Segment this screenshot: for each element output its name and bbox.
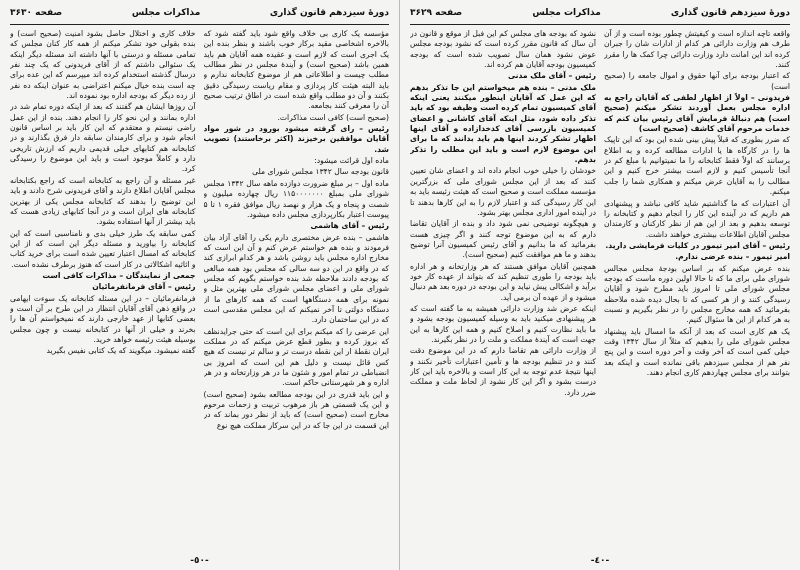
right-page — [400, 0, 800, 570]
page-header — [410, 8, 790, 25]
text-paragraph: خلاف کاری و اختلال حاصل بشود امنیت (صحیح است) و بنده بقولی خود تشکر میکنم از همه کار کنان مجلس که تمامی مسئله و درستی با آنها داشته اند مسئله دیگر اینکه یک سئوالی داشتم که از آقای فریدونی که یک چند نفر درسال گذشته استخدام کرده اند میپرسم که این عده برای چه است بنده خیال میکنم اعتراضی به عنوان اینکه ده نفر از رده دیگر که بودجه اداره بود نموده اند. — [10, 29, 196, 101]
column-right — [204, 29, 390, 554]
text-paragraph: هاشمی – بنده عرض مختصری دارم یکی را آقای آزاد بیان فرمودند و بنده هم خواستم عرض کنم و آن این است که مخارج اداره مجلس باید روشن باشد و هر کدام ابرازی کند که در واقع در این دو سه سالی که مجلس بود همه مبالغی که بودجه دادند ملاحظه شد بنده خواستم بگویم که مجلس شورای ملی و اعضای مجلس شورای ملی بهترین مثل و نمونه برای همه دستگاهها است که همه کارهای ما از دستگاه دولتی تا آخر نمیکنم که این مجلس مقدسی است که در این ساختمان دارد. — [203, 232, 389, 325]
header-title: مذاکرات مجلس — [131, 8, 201, 18]
speaker-paragraph: رئیس – آقای ملک مدنی — [507, 71, 596, 81]
text-paragraph: و این باید قدری در این بودجه مطالعه بشود (صحیح است) و این یک قسمتی هر باز مرهوب تربیت و زحمات مرحوم مخارج است (صحیح است) که باید از نظر دور بماند که در این قسمت در این جا که در این سرکار مملکت هیچ نوع — [203, 389, 389, 430]
page-number-header: صفحه ۳۶۲۹ — [410, 8, 463, 18]
column-left — [410, 29, 596, 554]
text-paragraph: این عرضی را که میکنم برای این است که حتی جرایدنظف که بروز کرده و بطور قطع عرض میکنم که در مملکت ایران نقطهٔ ار این نقطه درست تر و سالم تر نیست که هیچ کس قائل نیست و دلیل هم این است که امروز بی انضباطی در تمام امور و شئون ما در هر وزارتخانه و در هر اداره و هر شهرستانی حاکم است. — [203, 326, 389, 388]
text-paragraph: (صحیح است) کافی است مذاکرات. — [277, 112, 389, 122]
text-paragraph: ماده اول – بر مبلغ ضرورت دوازده ماهه سال ۱۳۴۲ مجلس شورای ملی بمبلغ ۱۱۵۰۰۰۰۰۰۰ ریال چهارده میلیون و شصت و پنجاه و یک هزار و نهصد ریال موافق فقره ۱ تا ۵ پیوست اعتبار بکارپردازی مجلس داده میشود. — [203, 178, 389, 219]
text-paragraph: یک هم کاری است که بعد از آنکه ما امسال باید پیشنهاد مجلس شورای ملی را بدهیم که مثلاً از سال ۱۳۴۲ وقت خیلی کمی است که آخر وقت و آخر دوره است و این پنج نفر هم از مجلس سیزدهم باقی نمانده است و اینکه بعد بتوانند برای مجلس چهاردهم کاری انجام دهند. — [604, 326, 790, 377]
page-header — [10, 8, 389, 25]
speaker-paragraph: رئیس – آقای فرمانفرمائیان — [92, 282, 196, 292]
text-paragraph: اینکه عرض شد وزارت دارائی همیشه به ما گفته است که هر پیشنهادی میکنید باید به وسیله کمیسیون بودجه بشود و ما باید نظارت کنیم و اصلاح کنیم و همه این کارها به این جهت است که آیندهٔ مملکت و ملت را در نظر بگیرند. — [410, 303, 596, 344]
speaker-paragraph: رئیس – رای گرفته میشود بورود در شور مواد آقایان موافقین برخیزند (اکثر برخاستند) تصویب شد. — [203, 124, 389, 154]
text-paragraph: آن اعتبارات که ما گذاشتیم شاید کافی نباشد و پیشنهادی هم داریم که در آینده این کار را انجام دهیم و کتابخانه را توسعه بدهیم و بعد از این هم از نظر کارکنان و کارمندان مجلس آقایان اطلاعات بیشتری خواهند داشت. — [604, 198, 790, 239]
speaker-paragraph: رئیس – آقای هاشمی — [310, 221, 389, 231]
text-paragraph: بنده عرض میکنم که بر اساس بودجهٔ مجلس مجالس شورای ملی برای ما که تا حالا اولین دوره ماست که بودجه مجلس شورای ملی تا امروز باید مطرح شود و آقایان رسیدگی کنند و از هر کسی که تا بحال دیده شده ملاحظه بفرمائید که همه مخارج مجلس را در نظر بگیریم و نسبت به هر کدام از این ها سئوال کنیم. — [604, 263, 790, 325]
text-paragraph: فرمانفرمائیان – در این مسئله کتابخانه یک سوءت ایهامی در واقع ذهن آقای آقایان انتظار در این طرح بر آن است و بعضی کتابها از عهد خارجی دارند که نمیخواستم آن ها را بخرند و خیلی از آنها در کتابخانه نیست و چون مجلس بوسیله هیئت رئیسه خواهد خرید. — [10, 293, 196, 344]
header-title: مذاکرات مجلس — [532, 8, 601, 18]
text-paragraph: که اعتبار بودجه برای آنها حقوق و اموال جامعه را (صحیح است) — [604, 71, 790, 91]
header-session: دورهٔ سیزدهم قانون گذاری — [670, 8, 790, 18]
text-paragraph: که ضرر بطوری که قبلاً پیش بینی شده این بود که این تاپیک ها را در کارگاه ها یا ادارات مطالعه کرده و به اطلاع برسانند که اولاً فقط کتابخانه را ما نمیتوانیم با مبلغ کم در آنجا تأسیس کنیم و لازم است بیشتر خرج کنیم و این مطالب را به آقایان عرض میکنم و همکاری شما را جلب میکنم. — [604, 135, 790, 197]
text-paragraph: از وزارت دارائی هم تقاضا دارم که در این موضوع دقت کنند و در تنظیم بودجه ها و تأمین اعتبارات تأخیر نکنند و اینها نتیجهٔ عدم توجه به این کار است و بالاخره باید این کار درست بشود و اگر این کار نشود از لحاظ ملت و مملکت ضرر دارد. — [410, 346, 596, 397]
text-paragraph: آن روزها ایشان هم گفتند که بعد از اینکه دوره تمام شد در اداره بمانند و این نحو کار را انجام دهند. بنده از این عمل راضی نیستم و معتقدم که این کار باید بر اساس قانون انجام شود و برای کارمندان سابقه دار فرق بگذارند و در کتابخانه هم کتابهای خیلی قدیمی داریم که ارزش تاریخی دارد و کاملاً موجود است و باید این موضوع را رسیدگی کرد. — [10, 102, 196, 174]
text-paragraph: مؤسسه یک کاری بی خلاف واقع شود باید گفته شود که بالاخره اشخاصی مقید برکار خوب باشند و بنظر بنده این یک اجری است که لازم است و عقیده همه آقایان هم باید همین باشد (صحیح است) و آیندهٔ مجلس در نظر مطالب مطلب چیست و اطلاعاتی هم از موضوع کتابخانه ندارم و باید البته هیئت کار پردازی و مقام ریاست رسیدگی دقیق بکنند و آن دو مطلب واقع شده است در اطاق ترتیب صحیح آن را معرفی کنند بجامعه. — [203, 29, 389, 111]
speaker-paragraph: جمعی از نمایندگان – مذاکرات کافی است — [42, 270, 196, 280]
text-paragraph: غیر مسئله و آن راجع به کتابخانه است که راجع بکتابخانه مجلس آقایان اطلاع دارند و آقای فریدونی شرح دادند و باید این توضیح را بدهند که کتابخانه مجلس یکی از بهترین کتابخانه های ایران است و در آنجا کتابهای زیادی هست که باید بیشتر از آنها استفاده بشود. — [10, 175, 196, 227]
text-paragraph: کمی سابقه یک طرز خیلی بدی و نامناسبی است که این کتابخانه را بیاورید و مسئله دیگر این است که از این کتابخانه که امسال اعتبار تعیین شده است برای خرید کتاب و اثاثیه اشکالاتی در کار است که هنوز برطرف نشده است. — [10, 228, 196, 269]
page-number-footer: -٥٠- — [190, 556, 209, 566]
text-paragraph: همچنین آقایان موافق هستند که هر وزارتخانه و هر اداره باید بودجه را طوری تنظیم کند که بتواند از عهده کار خود برآید و اشکالی پیش نیاید و این بودجه در دوره بعد هم دنبال میشود و از عهده آن برمی آید. — [410, 261, 596, 302]
header-session: دورهٔ سیزدهم قانون گذاری — [269, 8, 389, 18]
text-columns — [10, 29, 389, 554]
speaker-paragraph: امیر تیمور – بنده عرضی ندارم. — [675, 252, 790, 262]
text-paragraph: نشود که بودجه های مجلس کم این فبل از موقع و قانون در آن سال که قانون مقرر کرده است که نشود بودجه مجلس عوض نشود همان سال تصویب شده است که بودجه کمیسیون بودجه آقایان هم کرده اند. — [410, 29, 596, 70]
text-paragraph: خودشان را خیلی خوب انجام داده اند و اعضای شان تعیین کنند که بعد از این مجلس شورای ملی که بزرگترین مؤسسه مملکت است و صحیح است که هیئت رئیسه باید به این کار رسیدگی کند و اعتبار لازم را به این کارها بدهند تا در آینده امور اداری مجلس بهتر بشود. — [410, 166, 596, 217]
page-number-header: صفحه ۳۶۳۰ — [10, 8, 63, 18]
text-paragraph: گفته نمیشود. میگویند که یک کتابی نفیس بگیرید — [46, 346, 196, 356]
column-right — [604, 29, 790, 554]
speaker-paragraph: ملک مدنی – بنده هم میخواستم این جا تذکر بدهم که این عمل که آقایان اینطور میکنند یعنی اینکه آقای کمیسیون تمام کرده است وظیفه بود که باید تذکر داده شود، مثل اینکه آقای کاشانی و اعضای کمیسیون بازرسی آقای کدخدازاده و آقای اینها اظهار تشکر کردند اینها هم باید بدانند که ما برای این موضوع لازم است و باید این مطلب را تذکر بدهم. — [410, 82, 596, 165]
text-paragraph: واقعه تاچه اندازه است و کیفیتش چطور بوده است و از آن طرف هم وزارت دارائی هر کدام از ادارات شان را جبران کرده اند این امانت دارد وزارت دارائی چرا کمک ها را مقرر کنند. — [604, 29, 790, 70]
text-columns — [410, 29, 790, 554]
column-left — [10, 29, 196, 554]
text-paragraph: و هیچگونه توضیحی نمی شود داد و بنده از آقایان تقاضا دارم که به این موضوع توجه کنند و اگر چیزی هست بفرمائید که ما بدانیم و آقای رئیس کمیسیون آنرا توضیح بدهند و ما هم موافقت کنیم (صحیح است). — [410, 219, 596, 260]
speaker-paragraph: فریدونی – اولاً از اظهار لطفی که آقایان راجع به اداره مجلس بعمل آوردند تشکر میکنم (صحیح است) هم دنبالهٔ فرمایش آقای رئیس بیان کنم که خدمات مرحوم آقای کاشف (صحیح است) — [604, 93, 790, 134]
text-paragraph: ماده اول قرائت میشود: — [314, 156, 389, 166]
speaker-paragraph: رئیس – آقای امیر تیمور در کلیات فرمایشی دارید. — [605, 240, 790, 250]
page-number-footer: -٤٠- — [590, 556, 610, 566]
text-paragraph: قانون بودجه سال ۱۳۴۲ مجلس شورای ملی — [252, 167, 389, 177]
